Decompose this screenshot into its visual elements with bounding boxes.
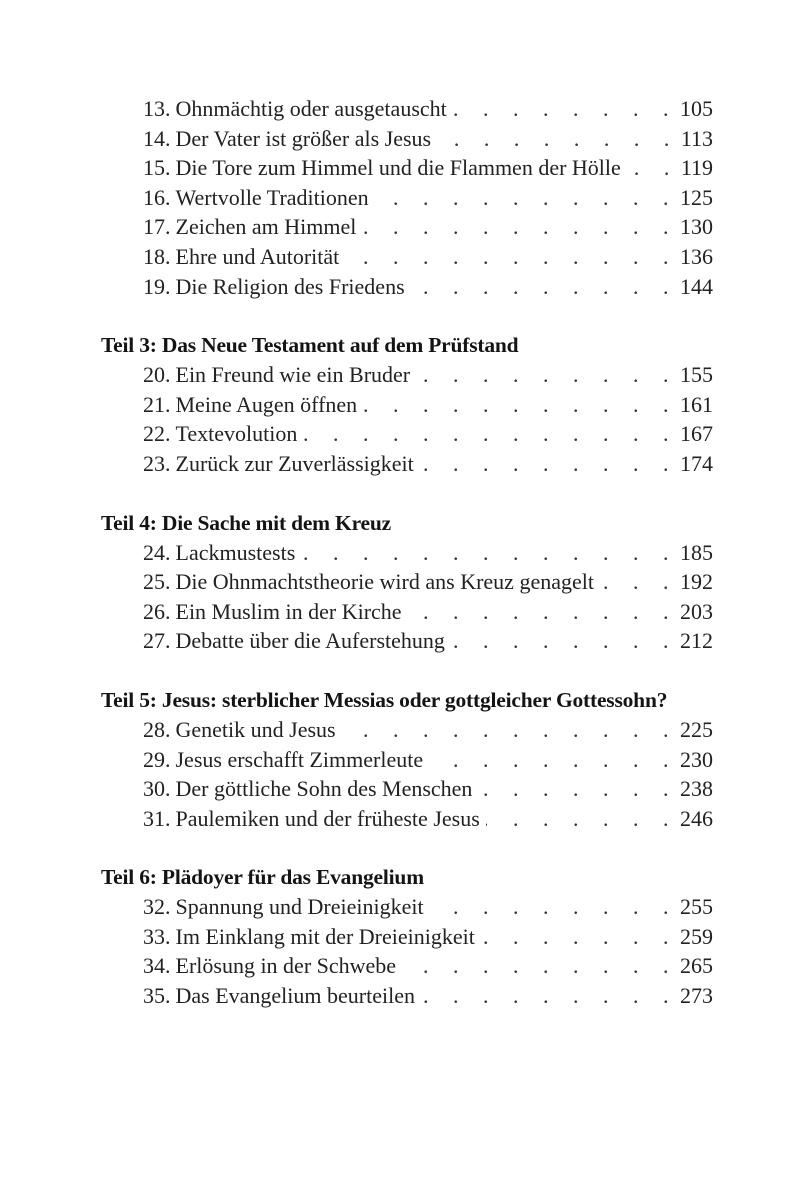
chapter-number: 19. bbox=[143, 273, 171, 299]
chapter-number: 35. bbox=[143, 983, 171, 1009]
toc-entry[interactable] bbox=[101, 597, 713, 627]
chapter-number: 20. bbox=[143, 362, 171, 388]
dot-leader bbox=[451, 626, 678, 656]
dot-leader bbox=[627, 153, 679, 183]
chapter-number: 24. bbox=[143, 539, 171, 565]
dot-leader bbox=[421, 981, 678, 1011]
page-number: 246 bbox=[680, 805, 713, 831]
dot-leader bbox=[375, 183, 678, 213]
dot-leader bbox=[408, 597, 678, 627]
chapter-title: Paulemiken und der früheste Jesus bbox=[175, 805, 480, 831]
chapter-title: Wertvolle Traditionen bbox=[175, 184, 369, 210]
chapter-title: Die Tore zum Himmel und die Flammen der Hölle bbox=[175, 155, 621, 181]
page-number: 203 bbox=[680, 598, 713, 624]
page-number: 119 bbox=[680, 155, 713, 181]
dot-leader bbox=[363, 390, 678, 420]
toc-section-teil-3 bbox=[101, 330, 713, 478]
chapter-title: Ein Freund wie ein Bruder bbox=[175, 362, 411, 388]
chapter-number: 30. bbox=[143, 776, 171, 802]
chapter-title: Ein Muslim in der Kirche bbox=[175, 598, 402, 624]
toc-entry[interactable] bbox=[101, 922, 713, 952]
chapter-number: 14. bbox=[143, 125, 171, 151]
chapter-title: Ehre und Autorität bbox=[175, 243, 340, 269]
page-number: 174 bbox=[680, 450, 713, 476]
chapter-title: Der göttliche Sohn des Menschen bbox=[175, 776, 473, 802]
chapter-title: Die Ohnmachtstheorie wird ans Kreuz genagelt bbox=[175, 569, 594, 595]
page-number: 155 bbox=[680, 362, 713, 388]
toc-entry[interactable] bbox=[101, 745, 713, 775]
page-number: 225 bbox=[680, 716, 713, 742]
chapter-number: 26. bbox=[143, 598, 171, 624]
chapter-number: 13. bbox=[143, 96, 171, 121]
page-number: 167 bbox=[680, 421, 713, 447]
page-number: 255 bbox=[680, 894, 713, 920]
chapter-number: 21. bbox=[143, 391, 171, 417]
toc-entry[interactable] bbox=[101, 449, 713, 479]
dot-leader bbox=[437, 124, 679, 154]
page-number: 130 bbox=[680, 214, 713, 240]
toc-section-teil-4 bbox=[101, 508, 713, 656]
chapter-number: 28. bbox=[143, 716, 171, 742]
toc-entry[interactable] bbox=[101, 626, 713, 656]
dot-leader bbox=[402, 951, 678, 981]
dot-leader bbox=[301, 538, 678, 568]
section-heading: Teil 5: Jesus: sterblicher Messias oder gottgleicher Gottessohn? bbox=[101, 687, 668, 712]
dot-leader bbox=[345, 242, 678, 272]
section-heading: Teil 4: Die Sache mit dem Kreuz bbox=[101, 510, 391, 535]
page-number: 273 bbox=[680, 983, 713, 1009]
chapter-number: 16. bbox=[143, 184, 171, 210]
chapter-title: Die Religion des Friedens bbox=[175, 273, 405, 299]
section-heading: Teil 6: Plädoyer für das Evangelium bbox=[101, 865, 424, 890]
chapter-title: Meine Augen öffnen bbox=[175, 391, 358, 417]
toc-entry[interactable] bbox=[101, 360, 713, 390]
page-number: 105 bbox=[680, 96, 713, 121]
chapter-title: Spannung und Dreieinigkeit bbox=[175, 894, 424, 920]
chapter-number: 18. bbox=[143, 243, 171, 269]
page-number: 136 bbox=[680, 243, 713, 269]
page-number: 144 bbox=[680, 273, 713, 299]
toc-entry[interactable] bbox=[101, 951, 713, 981]
page-number: 161 bbox=[680, 391, 713, 417]
page-number: 125 bbox=[680, 184, 713, 210]
toc-entry[interactable] bbox=[101, 272, 713, 302]
chapter-number: 25. bbox=[143, 569, 171, 595]
toc-entry[interactable] bbox=[101, 94, 713, 124]
chapter-number: 15. bbox=[143, 155, 171, 181]
chapter-title: Ohnmächtig oder ausgetauscht bbox=[175, 96, 447, 121]
chapter-title: Lackmustests bbox=[175, 539, 296, 565]
toc-entry[interactable] bbox=[101, 124, 713, 154]
dot-leader bbox=[411, 272, 678, 302]
chapter-title: Zurück zur Zuverlässigkeit bbox=[175, 450, 414, 476]
chapter-title: Genetik und Jesus bbox=[175, 716, 336, 742]
table-of-contents bbox=[101, 94, 713, 1040]
chapter-number: 33. bbox=[143, 923, 171, 949]
dot-leader bbox=[362, 212, 678, 242]
toc-entry[interactable] bbox=[101, 538, 713, 568]
page-number: 113 bbox=[680, 125, 713, 151]
chapter-title: Jesus erschafft Zimmerleute bbox=[175, 746, 424, 772]
chapter-title: Textevolution bbox=[175, 421, 298, 447]
toc-section-teil-5 bbox=[101, 685, 713, 833]
toc-section-teil-2-continued bbox=[101, 94, 713, 301]
page-number: 265 bbox=[680, 953, 713, 979]
dot-leader bbox=[429, 745, 678, 775]
toc-entry[interactable] bbox=[101, 892, 713, 922]
toc-entry[interactable] bbox=[101, 715, 713, 745]
toc-entry[interactable] bbox=[101, 153, 713, 183]
toc-entry[interactable] bbox=[101, 567, 713, 597]
toc-entry[interactable] bbox=[101, 804, 713, 834]
page-number: 259 bbox=[680, 923, 713, 949]
chapter-number: 29. bbox=[143, 746, 171, 772]
toc-entry[interactable] bbox=[101, 419, 713, 449]
chapter-number: 32. bbox=[143, 894, 171, 920]
chapter-number: 17. bbox=[143, 214, 171, 240]
page-number: 230 bbox=[680, 746, 713, 772]
chapter-number: 34. bbox=[143, 953, 171, 979]
toc-entry[interactable] bbox=[101, 212, 713, 242]
dot-leader bbox=[303, 419, 678, 449]
chapter-number: 27. bbox=[143, 628, 171, 654]
page-number: 185 bbox=[680, 539, 713, 565]
dot-leader bbox=[430, 892, 678, 922]
dot-leader bbox=[481, 922, 678, 952]
chapter-number: 22. bbox=[143, 421, 171, 447]
toc-entry[interactable] bbox=[101, 774, 713, 804]
toc-entry[interactable] bbox=[101, 390, 713, 420]
chapter-title: Debatte über die Auferstehung bbox=[175, 628, 445, 654]
dot-leader bbox=[478, 774, 678, 804]
chapter-title: Das Evangelium beurteilen bbox=[175, 983, 415, 1009]
dot-leader bbox=[420, 449, 678, 479]
toc-entry[interactable] bbox=[101, 183, 713, 213]
chapter-title: Zeichen am Himmel bbox=[175, 214, 357, 240]
section-heading: Teil 3: Das Neue Testament auf dem Prüfstand bbox=[101, 333, 519, 358]
dot-leader bbox=[416, 360, 678, 390]
dot-leader bbox=[342, 715, 678, 745]
dot-leader bbox=[453, 94, 678, 124]
page-number: 212 bbox=[680, 628, 713, 654]
chapter-title: Erlösung in der Schwebe bbox=[175, 953, 397, 979]
page-number: 238 bbox=[680, 776, 713, 802]
chapter-number: 23. bbox=[143, 450, 171, 476]
toc-entry[interactable] bbox=[101, 981, 713, 1011]
dot-leader bbox=[486, 804, 678, 834]
toc-entry[interactable] bbox=[101, 242, 713, 272]
page-number: 192 bbox=[680, 569, 713, 595]
chapter-title: Der Vater ist größer als Jesus bbox=[175, 125, 432, 151]
chapter-number: 31. bbox=[143, 805, 171, 831]
toc-section-teil-6 bbox=[101, 862, 713, 1010]
dot-leader bbox=[600, 567, 678, 597]
chapter-title: Im Einklang mit der Dreieinigkeit bbox=[175, 923, 475, 949]
